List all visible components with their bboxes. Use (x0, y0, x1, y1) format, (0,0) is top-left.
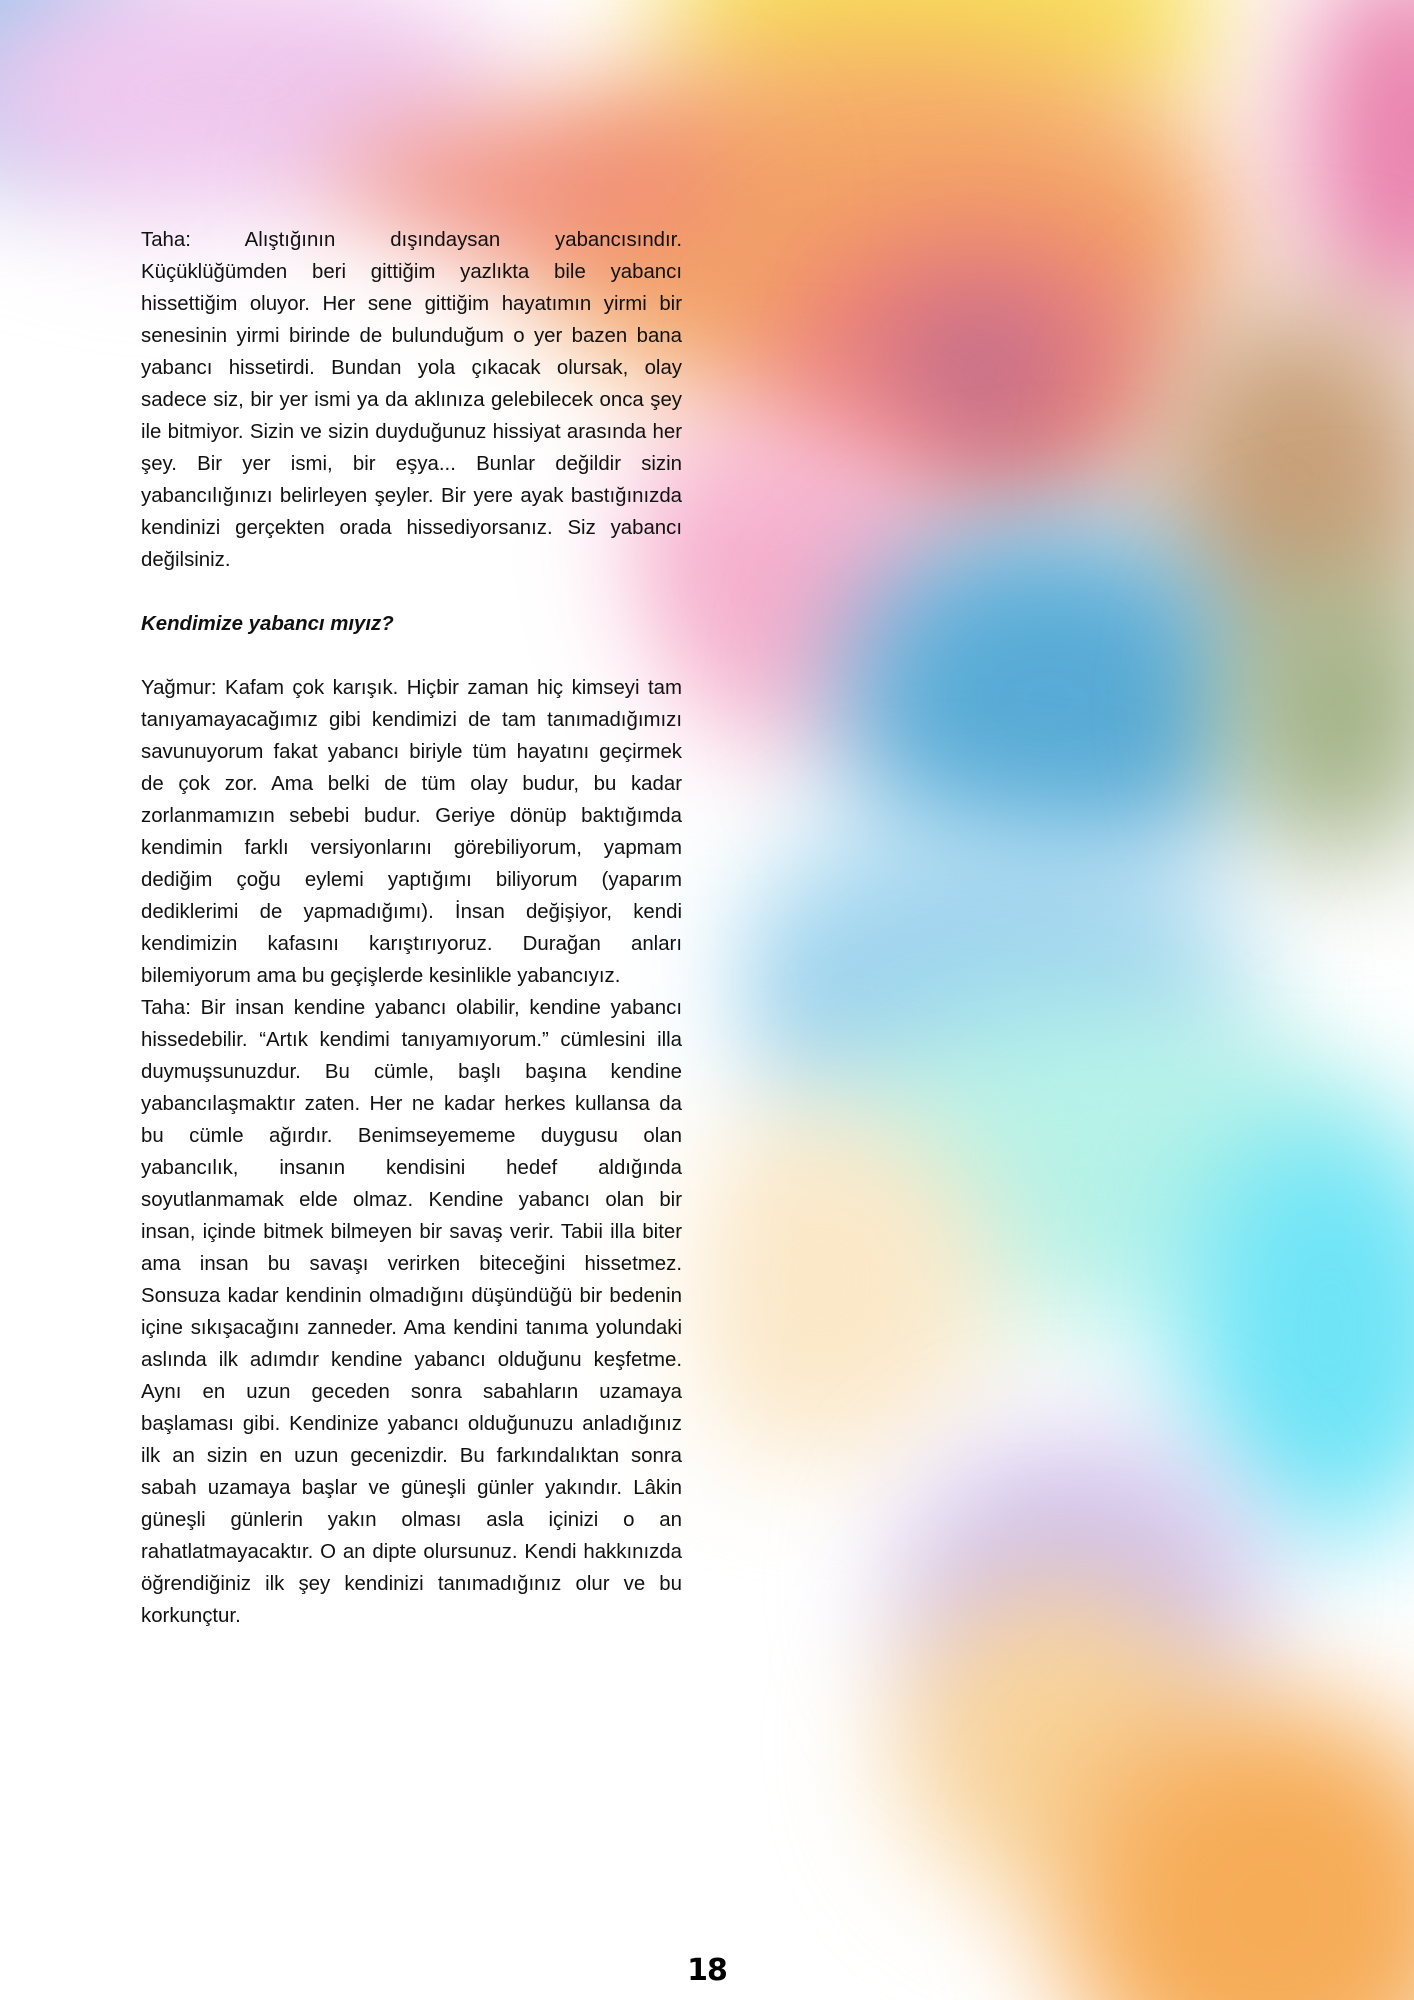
article-body (141, 224, 682, 1632)
paragraph-taha-1: Taha: Alıştığının dışındaysan yabancısındır. Küçüklüğümden beri gittiğim yazlıkta bile yabancı hissettiğim oluyor. Her sene gittiğim hayatımın yirmi bir senesinin yirmi birinde de bulunduğum o yer bazen bana yabancı hissetirdi. Bundan yola çıkacak olursak, olay sadece siz, bir yer ismi ya da aklınıza gelebilecek onca şey ile bitmiyor. Sizin ve sizin duyduğunuz hissiyat arasında her şey. Bir yer ismi, bir eşya... Bunlar değildir sizin yabancılığınızı belirleyen şeyler. Bir yere ayak bastığınızda kendinizi gerçekten orada hissediyorsanız. Siz yabancı değilsiniz. (141, 229, 682, 571)
paragraph-spacer (141, 640, 682, 672)
paragraph-taha-2: Taha: Bir insan kendine yabancı olabilir, kendine yabancı hissedebilir. “Artık kendimi tanıyamıyorum.” cümlesini illa duymuşsunuzdur. Bu cümle, başlı başına kendine yabancılaşmaktır zaten. Her ne kadar herkes kullansa da bu cümle ağırdır. Benimseyememe duygusu olan yabancılık, insanın kendisini hedef aldığında soyutlanmamak elde olmaz. Kendine yabancı olan bir insan, içinde bitmek bilmeyen bir savaş verir. Tabii illa biter ama insan bu savaşı verirken biteceğini hissetmez. Sonsuza kadar kendinin olmadığını düşündüğü bir bedenin içine sıkışacağını zanneder. Ama kendini tanıma yolundaki aslında ilk adımdır kendine yabancı olduğunu keşfetme. Aynı en uzun geceden sonra sabahların uzamaya başlaması gibi. Kendinize yabancı olduğunuzu anladığınız ilk an sizin en uzun gecenizdir. Bu farkındalıktan sonra sabah uzamaya başlar ve güneşli günler yakındır. Lâkin güneşli günlerin yakın olması asla içinizi o an rahatlatmayacaktır. O an dipte olursunuz. Kendi hakkınızda öğrendiğiniz ilk şey kendinizi tanımadığınız olur ve bu korkunçtur. (141, 997, 682, 1627)
paragraph-yagmur: Yağmur: Kafam çok karışık. Hiçbir zaman hiç kimseyi tam tanıyamayacağımız gibi kendimizi de tam tanımadığımızı savunuyorum fakat yabancı biriyle tüm hayatını geçirmek de çok zor. Ama belki de tüm olay budur, bu kadar zorlanmamızın sebebi budur. Geriye dönüp baktığımda kendimin farklı versiyonlarını görebiliyorum, yapmam dediğim çoğu eylemi yaptığımı biliyorum (yaparım dediklerimi de yapmadığımı). İnsan değişiyor, kendi kendimizin kafasını karıştırıyoruz. Durağan anları bilemiyorum ama bu geçişlerde kesinlikle yabancıyız. (141, 677, 682, 987)
section-heading: Kendimize yabancı mıyız? (141, 613, 394, 635)
paragraph-spacer (141, 576, 682, 608)
page-number: 18 (687, 1953, 727, 1988)
